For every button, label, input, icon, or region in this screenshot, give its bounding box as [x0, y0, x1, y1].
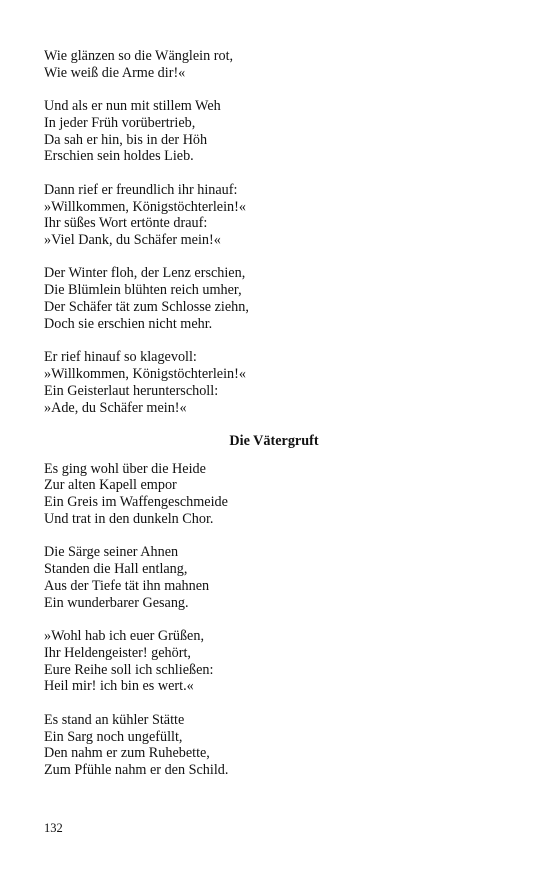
- stanza: [44, 48, 504, 82]
- page-content: [44, 48, 504, 795]
- stanza: [44, 544, 504, 611]
- verse-line: Dann rief er freundlich ihr hinauf:: [44, 181, 238, 198]
- verse-line: Eure Reihe soll ich schließen:: [44, 661, 214, 678]
- verse-line: Zur alten Kapell empor: [44, 477, 177, 494]
- verse-line: Da sah er hin, bis in der Höh: [44, 131, 208, 148]
- verse-line: Wie weiß die Arme dir!«: [44, 64, 186, 81]
- verse-line: Wie glänzen so die Wänglein rot,: [44, 48, 234, 64]
- stanza: [44, 461, 504, 528]
- verse-line: »Willkommen, Königstöchterlein!«: [44, 365, 246, 382]
- verse-line: Der Winter floh, der Lenz erschien,: [44, 265, 246, 282]
- verse-line: Ihr Heldengeister! gehört,: [44, 644, 191, 661]
- page-number: 132: [44, 821, 63, 835]
- verse-line: Ein Greis im Waffengeschmeide: [44, 494, 228, 511]
- verse-line: »Willkommen, Königstöchterlein!«: [44, 198, 246, 215]
- verse-line: Erschien sein holdes Lieb.: [44, 148, 194, 165]
- verse-line: Standen die Hall entlang,: [44, 561, 188, 578]
- verse-line: Zum Pfühle nahm er den Schild.: [44, 762, 229, 779]
- verse-line: »Ade, du Schäfer mein!«: [44, 399, 187, 416]
- verse-line: Es stand an kühler Stätte: [44, 711, 185, 728]
- verse-line: Und trat in den dunkeln Chor.: [44, 511, 214, 528]
- verse-line: Er rief hinauf so klagevoll:: [44, 349, 197, 366]
- verse-line: In jeder Früh vorübertrieb,: [44, 114, 196, 131]
- verse-line: Ein wunderbarer Gesang.: [44, 594, 189, 611]
- verse-line: Ein Sarg noch ungefüllt,: [44, 728, 183, 745]
- stanza: [44, 628, 504, 695]
- stanza: [44, 712, 504, 779]
- verse-line: Aus der Tiefe tät ihn mahnen: [44, 577, 210, 594]
- stanza: [44, 265, 504, 332]
- verse-line: Und als er nun mit stillem Weh: [44, 98, 221, 115]
- verse-line: Es ging wohl über die Heide: [44, 460, 206, 477]
- verse-line: Ein Geisterlaut herunterscholl:: [44, 382, 219, 399]
- verse-line: »Wohl hab ich euer Grüßen,: [44, 628, 204, 645]
- verse-line: Der Schäfer tät zum Schlosse ziehn,: [44, 299, 249, 316]
- verse-line: Den nahm er zum Ruhebette,: [44, 745, 210, 762]
- verse-line: Die Blümlein blühten reich umher,: [44, 282, 242, 299]
- verse-line: Heil mir! ich bin es wert.«: [44, 678, 194, 695]
- verse-line: »Viel Dank, du Schäfer mein!«: [44, 232, 221, 249]
- poem-title: Die Vätergruft: [229, 432, 319, 449]
- verse-line: Ihr süßes Wort ertönte drauf:: [44, 215, 208, 232]
- stanza: [44, 349, 504, 416]
- verse-line: Doch sie erschien nicht mehr.: [44, 315, 213, 332]
- stanza: [44, 182, 504, 249]
- stanza: [44, 98, 504, 165]
- verse-line: Die Särge seiner Ahnen: [44, 544, 179, 561]
